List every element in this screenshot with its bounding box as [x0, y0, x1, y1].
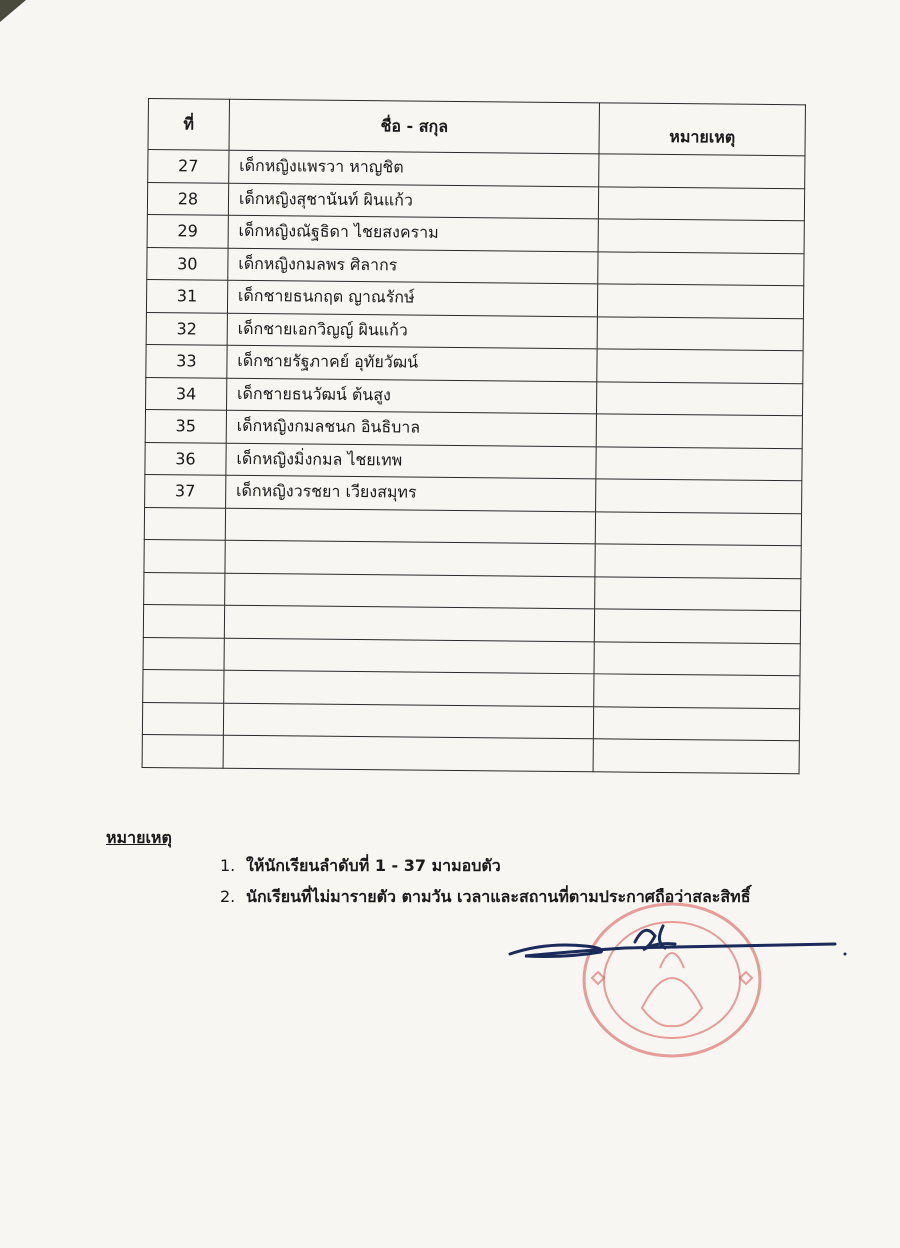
row-note: [598, 284, 804, 318]
row-name: [223, 735, 594, 771]
row-name: เด็กหญิงสุชานันท์ ผินแก้ว: [228, 183, 599, 219]
scan-corner-shadow: [0, 0, 26, 22]
row-note: [597, 349, 803, 383]
row-note: [595, 576, 801, 610]
row-note: [594, 706, 800, 740]
row-name: [223, 703, 594, 739]
remark-item: [220, 850, 750, 881]
row-number: [143, 669, 224, 702]
row-number: [143, 604, 224, 637]
row-name: [224, 605, 595, 641]
row-note: [598, 219, 804, 253]
row-note: [599, 154, 805, 188]
row-name: เด็กหญิงแพรวา หาญชิต: [229, 150, 600, 186]
row-note: [598, 251, 804, 285]
row-name: เด็กหญิงกมลชนก อินธิบาล: [226, 410, 597, 446]
row-number: 31: [146, 279, 227, 312]
row-number: 36: [145, 442, 226, 475]
row-number: [144, 572, 225, 605]
row-note: [594, 674, 800, 708]
row-note: [597, 316, 803, 350]
row-note: [599, 186, 805, 220]
row-note: [595, 609, 801, 643]
row-number: [143, 637, 224, 670]
table-row: [142, 734, 799, 773]
row-name: [224, 638, 595, 674]
row-number: 27: [148, 150, 229, 183]
row-note: [596, 446, 802, 480]
header-name: ชื่อ - สกุล: [229, 99, 600, 154]
row-number: 32: [146, 312, 227, 345]
header-note: หมายเหตุ: [599, 103, 805, 156]
row-note: [596, 414, 802, 448]
row-number: 35: [145, 409, 226, 442]
row-number: 30: [147, 247, 228, 280]
row-name: เด็กหญิงกมลพร ศิลากร: [228, 248, 599, 284]
remarks-heading: หมายเหตุ: [106, 828, 172, 847]
row-note: [597, 381, 803, 415]
row-number: [142, 702, 223, 735]
row-number: 37: [145, 474, 226, 507]
row-note: [596, 511, 802, 545]
remark-number: 1.: [220, 856, 236, 875]
row-note: [596, 479, 802, 513]
table-header-row: [148, 99, 805, 156]
row-number: [142, 734, 223, 767]
header-number: ที่: [148, 99, 229, 151]
row-name: [225, 508, 596, 544]
row-number: 28: [147, 182, 228, 215]
row-number: 34: [146, 377, 227, 410]
row-name: [224, 670, 595, 706]
remark-text: นักเรียนที่ไม่มารายตัว ตามวัน เวลาและสถานที่ตามประกาศถือว่าสละสิทธิ์: [246, 887, 751, 906]
row-name: เด็กชายธนกฤต ญาณรักษ์: [227, 280, 598, 316]
student-roster-table: [142, 98, 806, 774]
remark-number: 2.: [220, 887, 236, 906]
table-body: [142, 150, 805, 774]
row-name: [225, 540, 596, 576]
signature-icon: [505, 912, 855, 972]
row-number: 33: [146, 344, 227, 377]
row-name: เด็กหญิงวรชยา เวียงสมุทร: [225, 475, 596, 511]
row-name: เด็กชายรัฐภาคย์ อุทัยวัฒน์: [227, 345, 598, 381]
row-name: [225, 573, 596, 609]
row-name: เด็กหญิงมิ่งกมล ไชยเทพ: [226, 443, 597, 479]
row-note: [593, 739, 799, 773]
row-number: 29: [147, 214, 228, 247]
remark-text: ให้นักเรียนลำดับที่ 1 - 37 มามอบตัว: [246, 856, 501, 875]
row-name: เด็กชายธนวัฒน์ ต้นสูง: [226, 378, 597, 414]
row-note: [595, 544, 801, 578]
row-number: [144, 539, 225, 572]
row-number: [144, 507, 225, 540]
row-note: [594, 641, 800, 675]
row-name: เด็กชายเอกวิญญ์ ผินแก้ว: [227, 313, 598, 349]
row-name: เด็กหญิงณัฐธิดา ไชยสงคราม: [228, 215, 599, 251]
